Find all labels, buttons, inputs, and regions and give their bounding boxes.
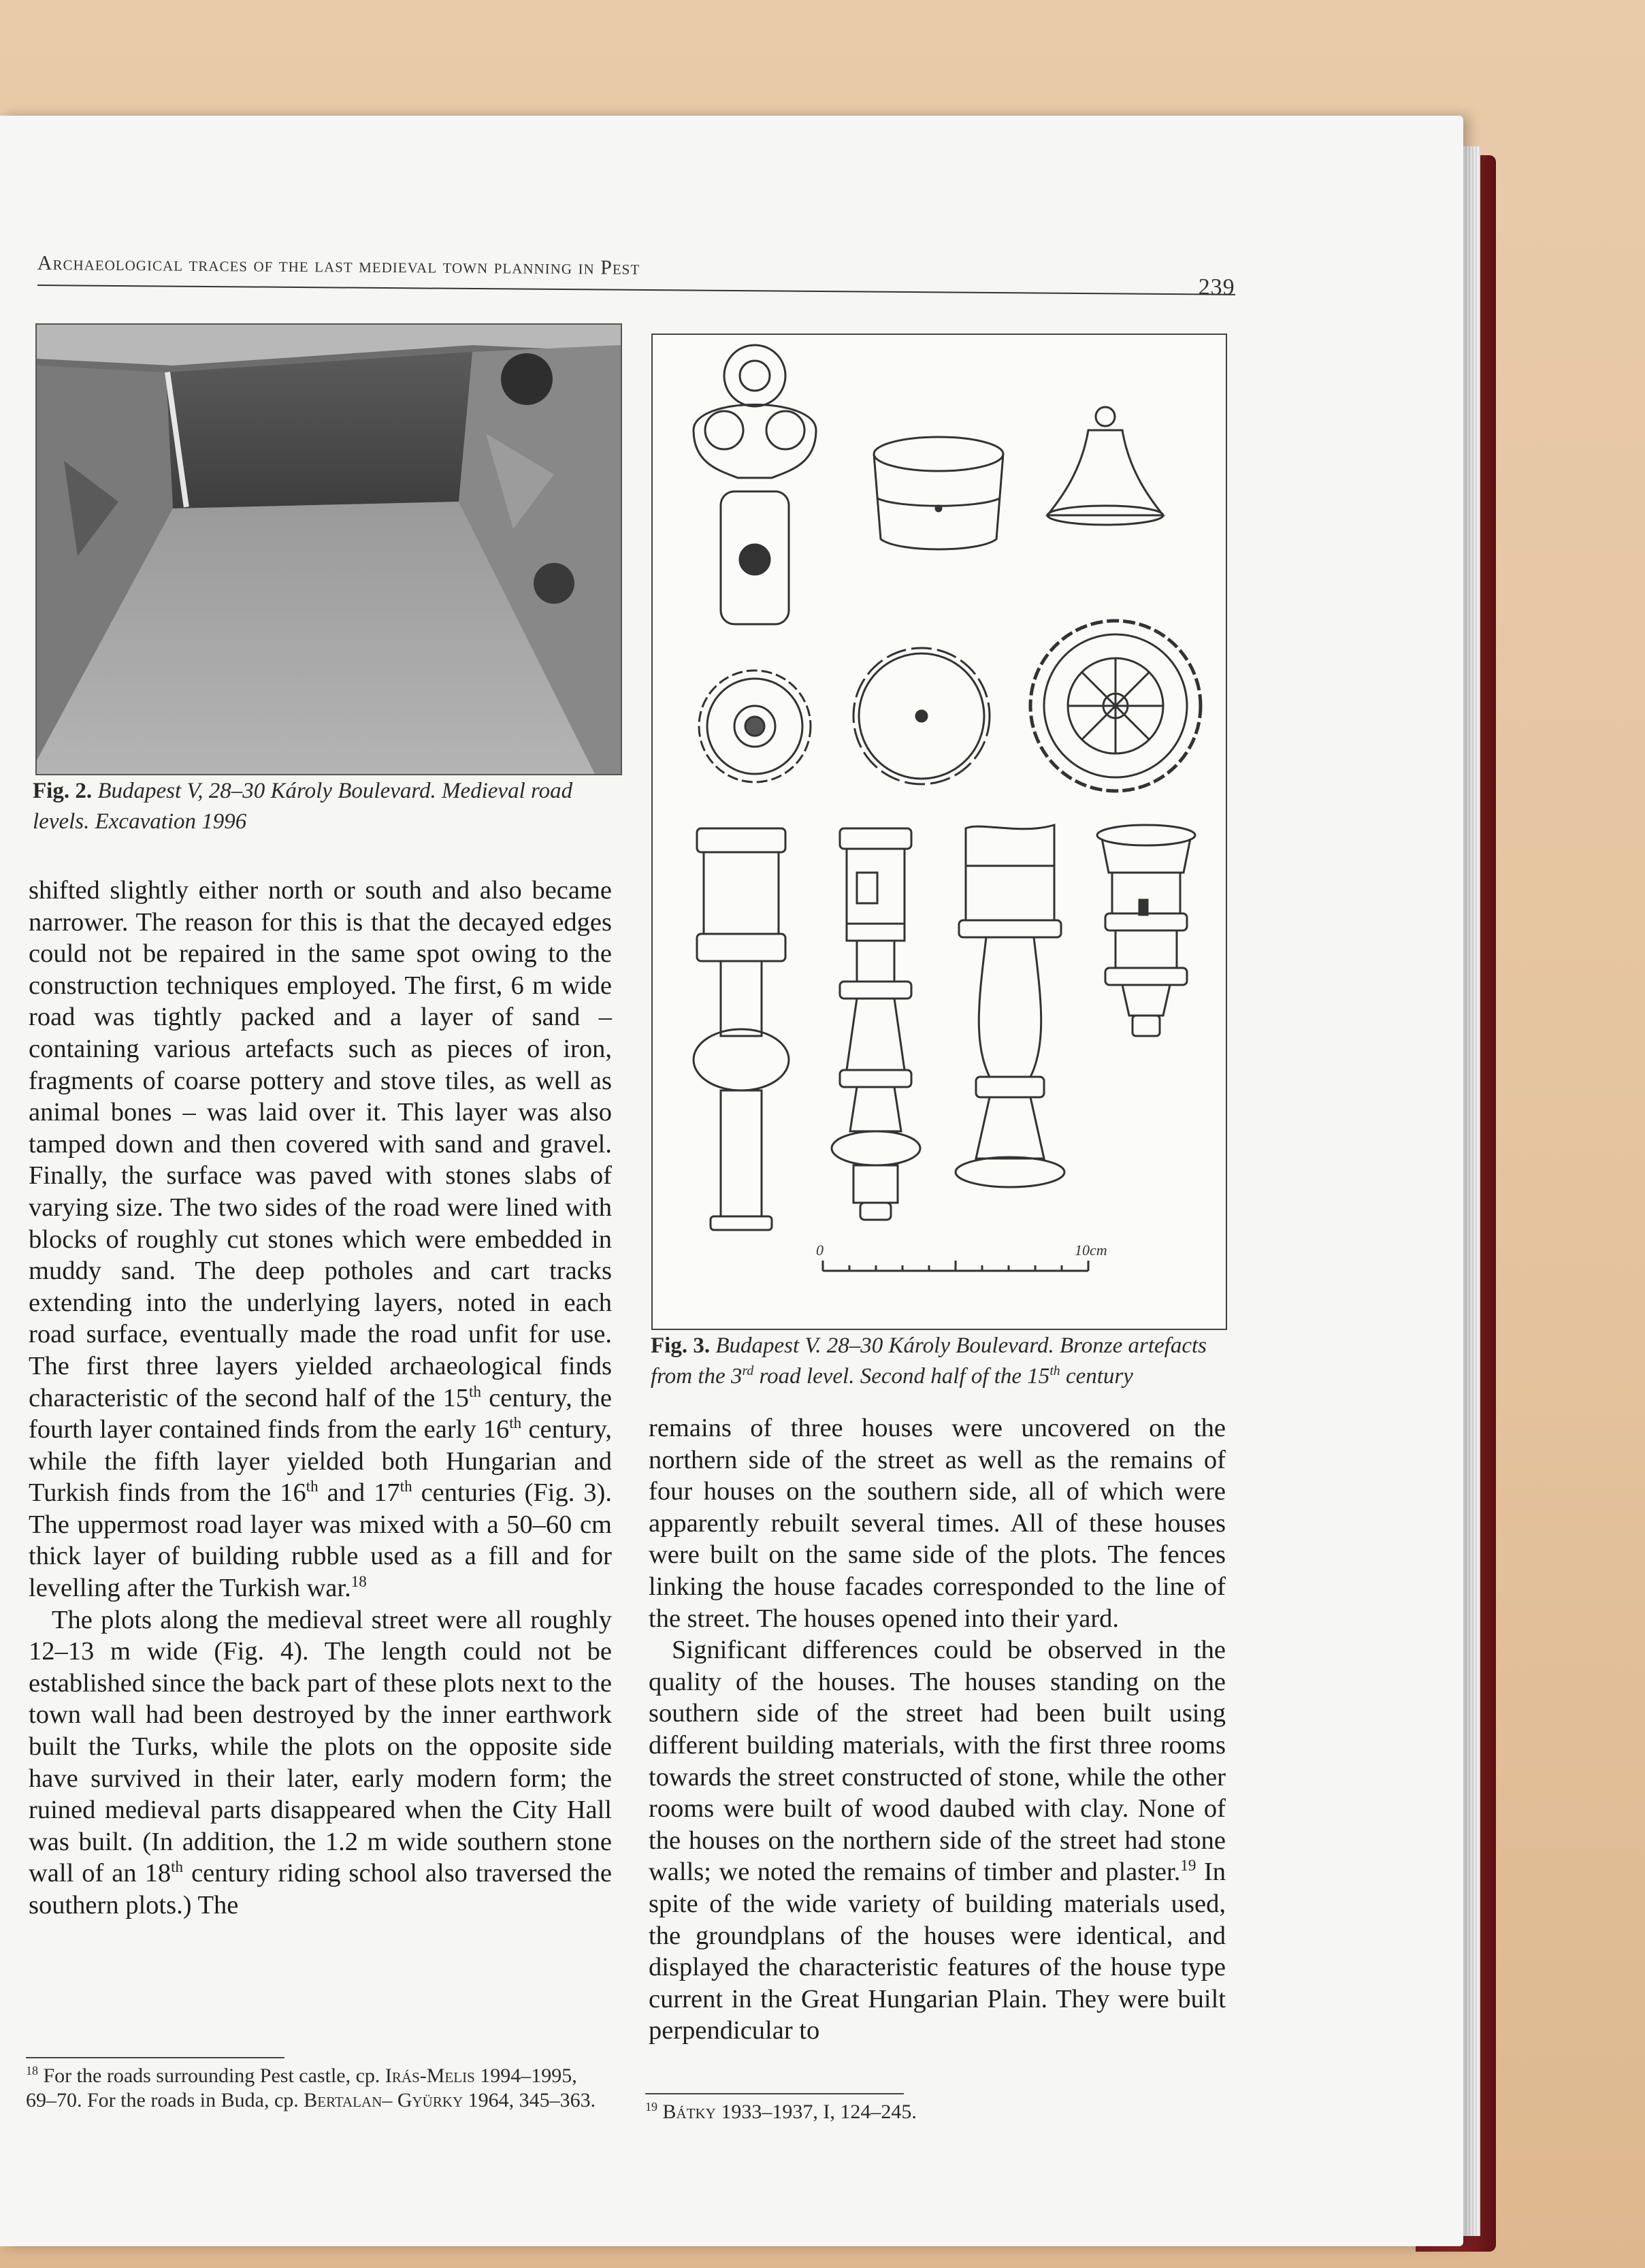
- artefact-candlestick-4: [1097, 825, 1195, 1036]
- artefact-rosette-ornate: [1030, 621, 1201, 791]
- fig3-caption-sup2: th: [1049, 1363, 1060, 1378]
- artefact-rosette-small: [699, 670, 811, 782]
- artefact-candlestick-3: [956, 825, 1064, 1187]
- fig3-label: Fig. 3.: [651, 1333, 711, 1358]
- book-page: [0, 116, 1463, 2246]
- footnote-author: Bátky: [662, 2101, 716, 2123]
- artefact-bell: [1047, 407, 1163, 525]
- text-run: centuries (Fig. 3). The uppermost road layer was mixed with a 50–60 cm thick layer of building rubble used as a fill and for levelling after the Turkish war.: [29, 1478, 612, 1603]
- fig2-caption: [33, 776, 625, 837]
- fig3-caption-text-c: century: [1060, 1364, 1133, 1389]
- superscript: th: [171, 1858, 184, 1876]
- scale-bar: [823, 1261, 1088, 1271]
- artefact-key: [694, 345, 816, 624]
- fig3-caption: [651, 1331, 1229, 1392]
- text-run: The plots along the medieval street were all roughly 12–13 m wide (Fig. 4). The length could not be established since the back part of these plots next to the town wall had been destroyed by the inner earthwork built the Turks, while the plots on the opposite side have survived in their later, early modern form; the ruined medieval parts disappeared when the City Hall was built. (In addition, the 1.2 m wide southern stone wall of an 18: [29, 1605, 612, 1888]
- footnote-number: 19: [645, 2100, 657, 2113]
- text-run: In spite of the wide variety of building materials used, the groundplans of the houses were identical, and displayed the characteristic features of the house type current in the Great Hungarian Plain. They were built perpendicular to: [649, 1858, 1226, 2045]
- fig3-caption-sup1: rd: [742, 1363, 754, 1378]
- text-run: shifted slightly either north or south and also became narrower. The reason for this is that the decayed edges could not be repaired in the same spot owing to the construction techniques employed. The first, 6 m wide road was tightly packed and a layer of sand – containing various artefacts such as pieces of iron, fragments of coarse pottery and stove tiles, as well as animal bones – was laid over it. This layer was also tamped down and then covered with sand and gravel. Finally, the surface was paved with stones slabs of varying size. The two sides of the road were lined with blocks of roughly cut stones which were embedded in muddy sand. The deep potholes and cart tracks extending into the underlying layers, noted in each road surface, eventually made the road unfit for use. The first three layers yielded archaeological finds characteristic of the second half of the 15: [29, 876, 612, 1412]
- artefact-candlestick-2: [832, 828, 920, 1220]
- footnote-text: 1994–1995, 69–70. For the roads in Buda, cp.: [26, 2064, 577, 2111]
- scale-start: 0: [816, 1242, 824, 1259]
- running-head: [37, 252, 1235, 300]
- right-paragraph-2: [649, 1634, 1226, 2047]
- footnote-ref-18: 18: [351, 1572, 367, 1591]
- header-rule: [37, 285, 1235, 295]
- artefact-cup: [874, 437, 1003, 549]
- footnote-ref-19: 19: [1180, 1856, 1196, 1875]
- footnote-author: Bertalan– Gyürky: [304, 2089, 463, 2111]
- artefact-candlestick-1: [694, 828, 789, 1230]
- footnote-text: 1964, 345–363.: [463, 2089, 596, 2111]
- footnote-text: For the roads surrounding Pest castle, cp.: [43, 2064, 385, 2087]
- footnote-number: 18: [26, 2064, 38, 2077]
- page-number: 239: [1198, 274, 1235, 300]
- left-paragraph-2: [29, 1604, 612, 1922]
- superscript: th: [509, 1414, 522, 1432]
- superscript: th: [469, 1382, 481, 1400]
- right-column: [649, 1412, 1226, 2047]
- fig2-caption-text: Budapest V, 28–30 Károly Boulevard. Medieval road levels. Excavation 1996: [33, 779, 573, 834]
- scale-end: 10cm: [1075, 1242, 1107, 1259]
- text-run: century, while the fifth layer yielded both Hungarian and Turkish finds from the 16: [29, 1415, 612, 1508]
- superscript: th: [306, 1477, 319, 1495]
- footnote-18: [26, 2064, 611, 2113]
- artefact-rosette-scalloped: [853, 648, 990, 784]
- running-title: Archaeological traces of the last medieval town planning in Pest: [37, 252, 640, 279]
- left-column: [29, 875, 612, 1922]
- footnote-rule-right: [645, 2093, 904, 2094]
- text-run: century riding school also traversed the southern plots.) The: [29, 1859, 612, 1919]
- fig3-caption-text-a: Budapest V. 28–30 Károly Boulevard. Bronze artefacts from the 3: [651, 1333, 1207, 1389]
- footnote-author: Irás-Melis: [385, 2064, 475, 2087]
- right-paragraph-1: remains of three houses were uncovered on the northern side of the street as well as the remains of four houses on the southern side, all of which were apparently rebuilt several times. All of these houses were built on the same side of the plots. The fences linking the house facades corresponded to the line of the street. The houses opened into their yard.: [649, 1414, 1226, 1633]
- text-run: Significant differences could be observed in the quality of the houses. The houses standing on the southern side of the street had been built using different building materials, with the first three rooms towards the street constructed of stone, while the other rooms were built of wood daubed with clay. None of the houses on the northern side of the street had stone walls; we noted the remains of timber and plaster.: [649, 1636, 1226, 1887]
- left-paragraph-1: [29, 875, 612, 1604]
- fig3-drawing: [651, 334, 1227, 1330]
- superscript: th: [400, 1477, 412, 1495]
- fig3-caption-text-b: road level. Second half of the 15: [753, 1364, 1050, 1389]
- footnote-text: 1933–1937, I, 124–245.: [715, 2101, 917, 2123]
- fig2-label: Fig. 2.: [33, 779, 93, 803]
- text-run: and 17: [318, 1478, 400, 1508]
- footnote-19: [645, 2100, 1224, 2124]
- footnote-rule-left: [26, 2057, 284, 2058]
- excavation-photo: [35, 323, 622, 775]
- text-run: century, the fourth layer contained finds from the early 16: [29, 1383, 612, 1444]
